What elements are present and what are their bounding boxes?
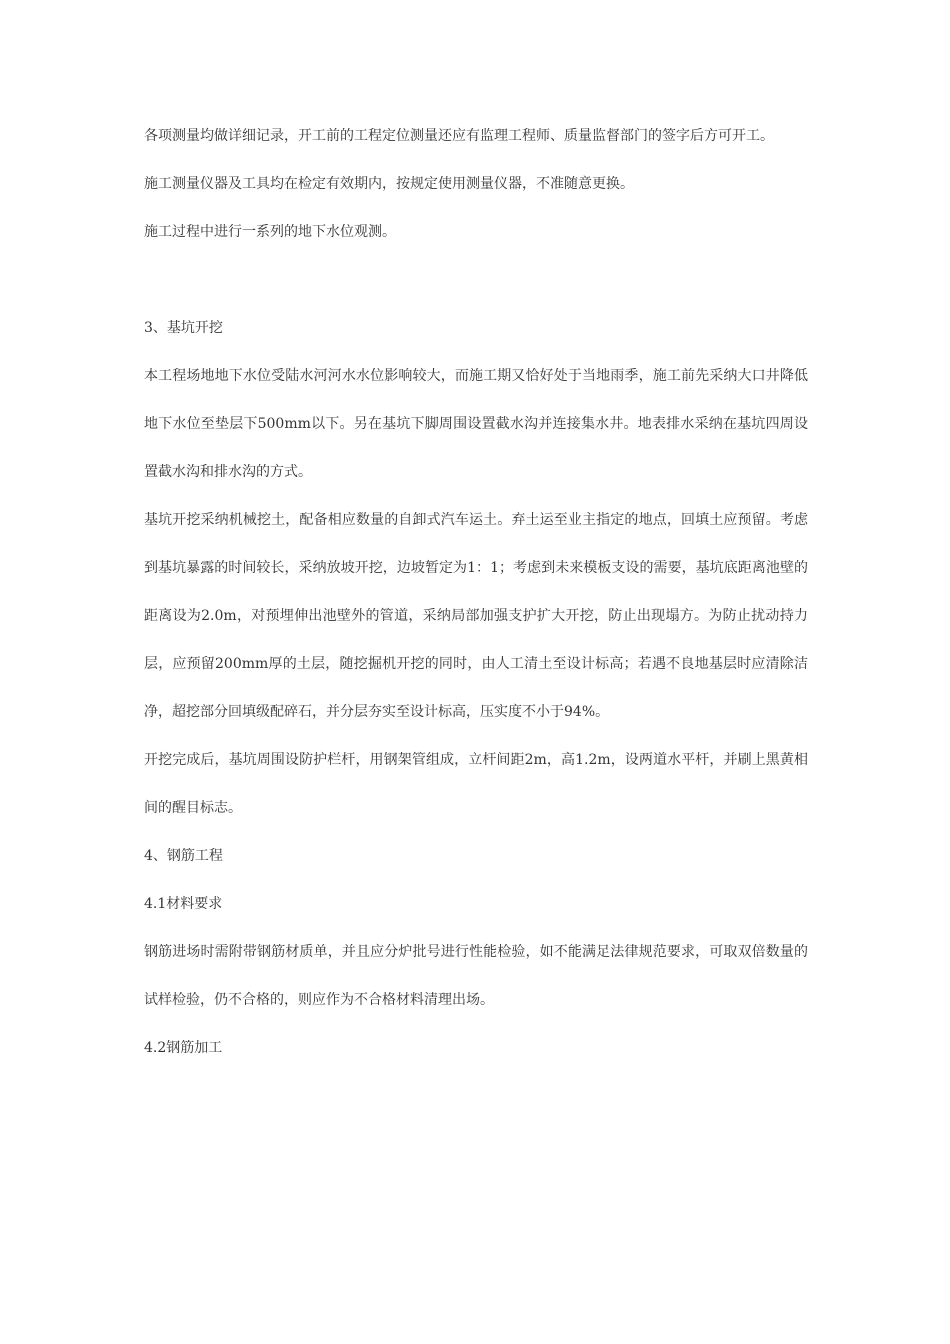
heading-section-4: 4、钢筋工程 — [144, 848, 223, 864]
paragraph-excavation: 基坑开挖采纳机械挖土，配备相应数量的自卸式汽车运土。弃土运至业主指定的地点，回填土应预留。考虑到基坑暴露的时间较长，采纳放坡开挖，边坡暂定为1：1；考虑到未来模板支设的需要，基坑底距离池壁的距离设为2.0m，对预埋伸出池壁外的管道，采纳局部加强支护扩大开挖，防止出现塌方。为防止扰动持力层，应预留200mm厚的土层，随挖掘机开挖的同时，由人工清土至设计标高；若遇不良地基层时应清除洁净，超挖部分回填级配碎石，并分层夯实至设计标高，压实度不小于94%。 — [144, 512, 808, 720]
paragraph-survey-records: 各项测量均做详细记录，开工前的工程定位测量还应有监理工程师、质量监督部门的签字后方可开工。 — [144, 128, 774, 144]
heading-section-4-2: 4.2钢筋加工 — [144, 1040, 223, 1056]
paragraph-groundwater-observation: 施工过程中进行一系列的地下水位观测。 — [144, 224, 396, 240]
blank-line — [144, 256, 808, 304]
paragraph-guardrail: 开挖完成后，基坑周围设防护栏杆，用钢架管组成，立杆间距2m，高1.2m，设两道水平杆，并刷上黑黄相间的醒目标志。 — [144, 752, 808, 816]
paragraph-survey-instruments: 施工测量仪器及工具均在检定有效期内，按规定使用测量仪器，不准随意更换。 — [144, 176, 634, 192]
document-page — [144, 112, 808, 1072]
heading-section-4-1: 4.1材料要求 — [144, 896, 223, 912]
heading-section-3: 3、基坑开挖 — [144, 320, 223, 336]
paragraph-dewatering: 本工程场地地下水位受陆水河河水水位影响较大，而施工期又恰好处于当地雨季，施工前先采纳大口井降低地下水位至垫层下500mm以下。另在基坑下脚周围设置截水沟并连接集水井。地表排水采纳在基坑四周设置截水沟和排水沟的方式。 — [144, 368, 808, 480]
paragraph-material-requirements: 钢筋进场时需附带钢筋材质单，并且应分炉批号进行性能检验，如不能满足法律规范要求，可取双倍数量的试样检验，仍不合格的，则应作为不合格材料清理出场。 — [144, 944, 808, 1008]
